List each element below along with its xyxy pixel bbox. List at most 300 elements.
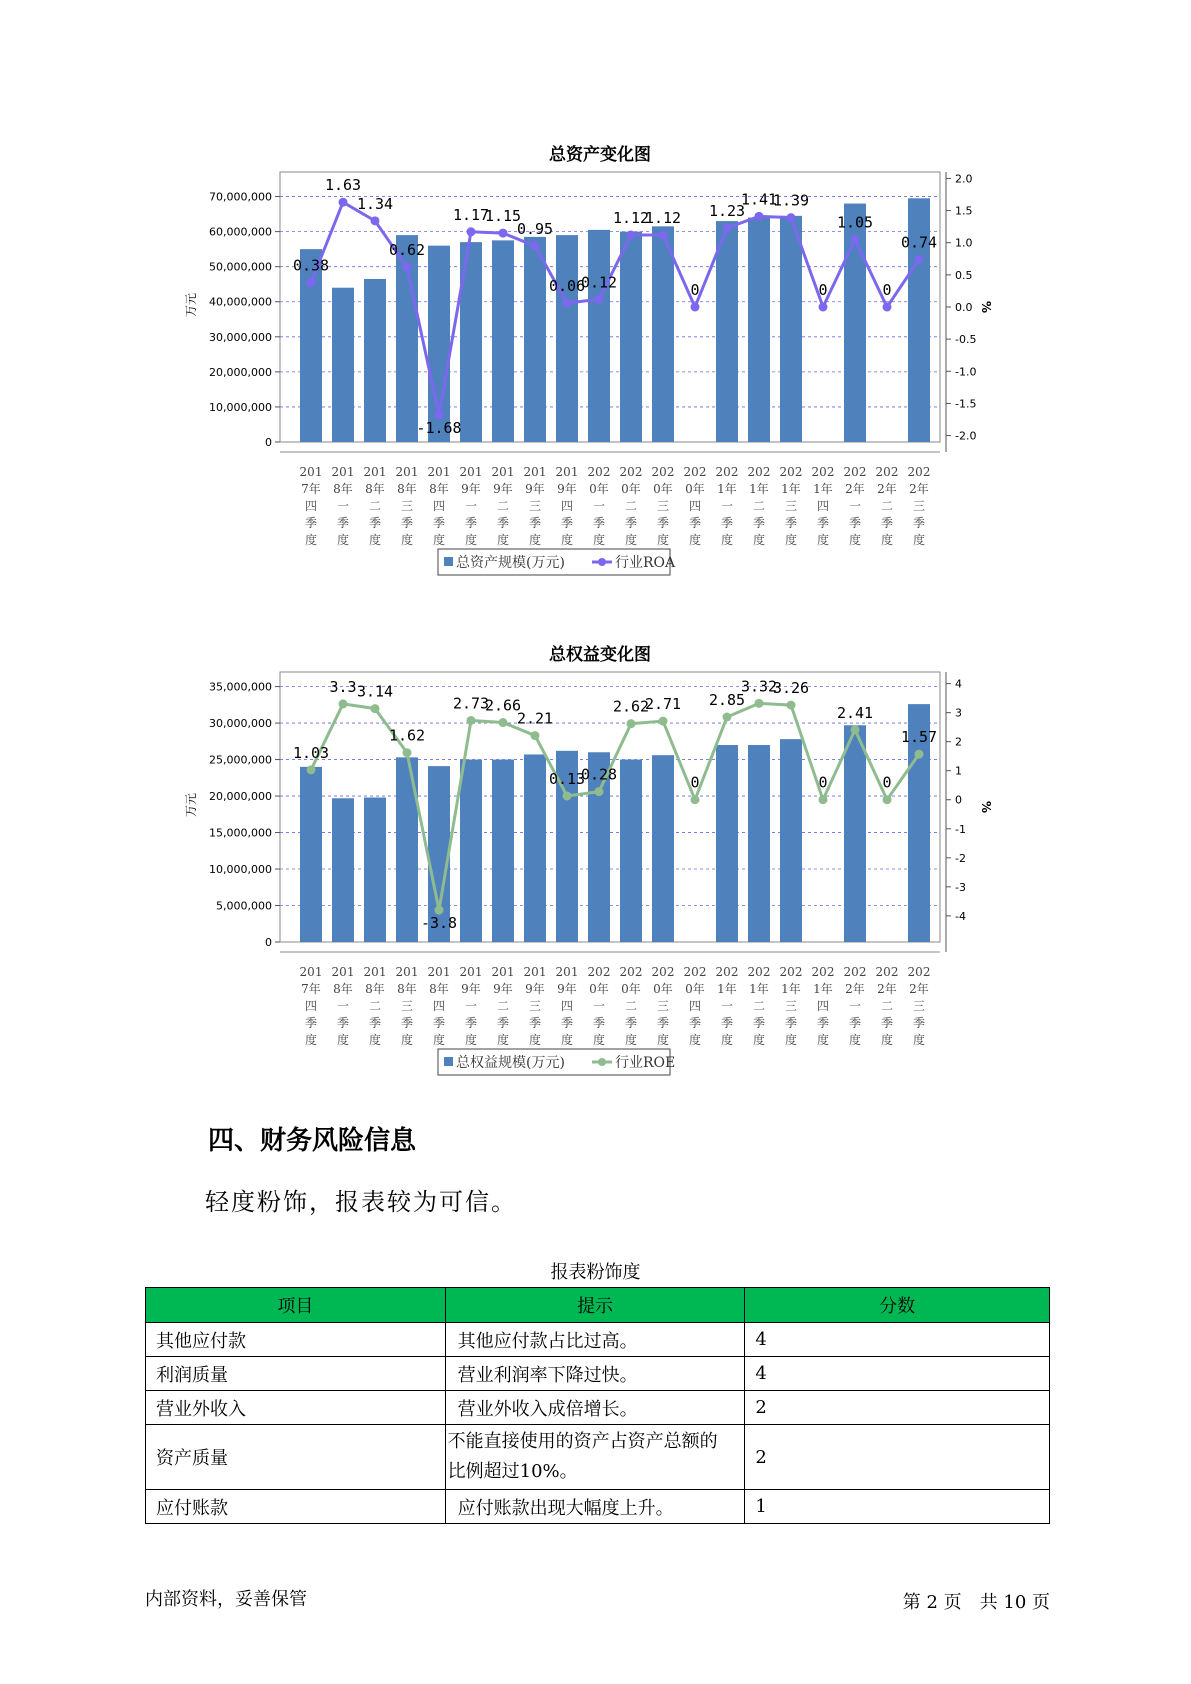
y-axis-label: 万元 — [184, 792, 198, 817]
table-row — [146, 1323, 1050, 1357]
x-tick-label-line: 202 — [875, 465, 899, 479]
x-tick-label-line: 201 — [395, 465, 419, 479]
line-point — [691, 795, 700, 804]
y2-axis-label: % — [979, 301, 993, 314]
x-tick-label-line: 季 — [752, 1016, 766, 1030]
x-tick-label-line: 8年 — [397, 482, 417, 496]
line-point — [755, 212, 764, 221]
table-header-row — [146, 1288, 1050, 1323]
x-tick-label-line: 季 — [848, 1016, 862, 1030]
data-label: 2.73 — [452, 694, 490, 713]
x-tick-label-line: 季 — [304, 1016, 318, 1030]
x-tick-label — [556, 465, 579, 547]
x-tick-label-line: 三 — [656, 499, 670, 513]
data-label: 0.06 — [548, 277, 586, 296]
x-tick-label — [524, 965, 547, 1047]
bar — [652, 226, 674, 442]
x-tick-label-line: 1年 — [717, 482, 737, 496]
x-tick-label-line: 2年 — [877, 982, 897, 996]
x-tick-label-line: 季 — [432, 516, 446, 530]
x-tick-label-line: 1年 — [749, 482, 769, 496]
x-tick-label-line: 一 — [720, 999, 734, 1013]
risk-table — [145, 1287, 1050, 1524]
x-tick-label-line: 0年 — [653, 982, 673, 996]
x-tick-label-line: 202 — [651, 965, 675, 979]
x-tick-label-line: 2年 — [845, 482, 865, 496]
x-tick-label-line: 201 — [523, 965, 547, 979]
x-tick-label-line: 201 — [299, 465, 323, 479]
line-point — [339, 699, 348, 708]
x-tick-label-line: 度 — [752, 533, 766, 547]
x-tick-label-line: 9年 — [461, 482, 481, 496]
x-tick-label — [908, 965, 931, 1047]
bar — [652, 755, 674, 942]
x-tick-label-line: 8年 — [429, 482, 449, 496]
x-tick-label-line: 二 — [880, 999, 894, 1013]
x-tick-label — [428, 965, 451, 1047]
chart-title: 总权益变化图 — [549, 645, 651, 665]
x-tick-label-line: 度 — [368, 1033, 382, 1047]
y-tick-label: 10,000,000 — [209, 400, 272, 414]
x-tick-label — [460, 465, 483, 547]
x-tick-label-line: 9年 — [525, 982, 545, 996]
footer-page-number: 第 2 页 共 10 页 — [902, 1592, 1050, 1613]
x-tick-label-line: 度 — [848, 1033, 862, 1047]
line-point — [659, 231, 668, 240]
x-tick-label-line: 1年 — [781, 482, 801, 496]
x-tick-label — [428, 465, 451, 547]
x-tick-label-line: 1年 — [813, 982, 833, 996]
x-tick-label-line: 三 — [528, 999, 542, 1013]
x-tick-label-line: 201 — [427, 965, 451, 979]
line-point — [819, 303, 828, 312]
y-tick-label: 0 — [265, 936, 272, 949]
x-tick-label-line: 8年 — [397, 982, 417, 996]
data-label: 3.3 — [329, 677, 357, 696]
y-tick-label: 0 — [265, 436, 272, 449]
x-tick-label-line: 度 — [304, 533, 318, 547]
chart-title: 总资产变化图 — [549, 145, 651, 165]
x-tick-label-line: 0年 — [685, 982, 705, 996]
y2-tick-label: -4 — [955, 909, 966, 923]
x-tick-label — [908, 465, 931, 547]
x-tick-label — [588, 465, 611, 547]
x-tick-label-line: 度 — [464, 533, 478, 547]
data-label: 1.23 — [708, 201, 746, 220]
bar — [620, 232, 642, 442]
data-label: 0 — [818, 773, 828, 792]
x-tick-label-line: 202 — [715, 965, 739, 979]
row-hint: 营业利润率下降过快。 — [445, 1357, 745, 1391]
x-tick-label-line: 季 — [720, 1016, 734, 1030]
x-tick-label-line: 度 — [304, 1033, 318, 1047]
y2-tick-label: 0.5 — [955, 268, 973, 282]
x-tick-label-line: 202 — [779, 965, 803, 979]
line-point — [403, 263, 412, 272]
y-axis-label: 万元 — [184, 292, 198, 317]
x-tick-label-line: 三 — [784, 999, 798, 1013]
x-tick-label-line: 度 — [560, 533, 574, 547]
x-tick-label-line: 季 — [656, 1016, 670, 1030]
bar — [716, 221, 738, 442]
line-point — [851, 725, 860, 734]
x-tick-label-line: 季 — [464, 516, 478, 530]
x-tick-label-line: 0年 — [621, 982, 641, 996]
bar — [556, 235, 578, 442]
y-tick-label: 30,000,000 — [209, 330, 272, 344]
x-tick-label-line: 三 — [912, 999, 926, 1013]
x-tick-label-line: 一 — [336, 999, 350, 1013]
data-label: 0 — [690, 773, 700, 792]
legend — [438, 1049, 675, 1075]
x-tick-label-line: 201 — [491, 965, 515, 979]
line-point — [883, 795, 892, 804]
x-tick-label-line: 度 — [720, 1033, 734, 1047]
line-point — [371, 216, 380, 225]
row-hint: 不能直接使用的资产占资产总额的比例超过10%。 — [445, 1425, 745, 1490]
data-label: 1.17 — [452, 205, 490, 224]
data-label: 1.34 — [356, 194, 394, 213]
row-item: 应付账款 — [146, 1490, 446, 1524]
x-tick-label-line: 202 — [811, 465, 835, 479]
legend-swatch-point — [598, 1058, 606, 1066]
x-tick-label-line: 季 — [432, 1016, 446, 1030]
x-tick-label-line: 一 — [848, 499, 862, 513]
line-point — [307, 278, 316, 287]
data-label: 2.21 — [516, 709, 554, 728]
x-tick-label-line: 四 — [560, 499, 574, 513]
legend-label: 行业ROA — [615, 555, 676, 571]
x-tick-label-line: 2年 — [845, 982, 865, 996]
x-tick-label-line: 9年 — [557, 482, 577, 496]
bar — [780, 739, 802, 942]
legend-label: 总权益规模(万元) — [456, 1055, 565, 1071]
x-tick-label-line: 季 — [560, 516, 574, 530]
x-tick-label-line: 7年 — [301, 982, 321, 996]
x-tick-label-line: 季 — [496, 1016, 510, 1030]
x-tick-label-line: 202 — [587, 965, 611, 979]
x-tick-label-line: 9年 — [525, 482, 545, 496]
line-point — [755, 699, 764, 708]
x-tick-label — [876, 465, 899, 547]
x-tick-label-line: 季 — [912, 1016, 926, 1030]
x-tick-label-line: 度 — [816, 533, 830, 547]
x-tick-label-line: 0年 — [621, 482, 641, 496]
line-point — [467, 716, 476, 725]
table-row — [146, 1391, 1050, 1425]
x-tick-label-line: 7年 — [301, 482, 321, 496]
y2-tick-label: 2.0 — [955, 172, 973, 186]
y-tick-label: 5,000,000 — [216, 899, 272, 913]
x-tick-label-line: 一 — [592, 499, 606, 513]
x-tick-label-line: 度 — [816, 1033, 830, 1047]
x-tick-label-line: 一 — [464, 999, 478, 1013]
data-label: 1.57 — [900, 728, 938, 747]
x-tick-label-line: 季 — [816, 1016, 830, 1030]
legend-label: 行业ROE — [615, 1055, 676, 1071]
data-label: 1.62 — [388, 726, 426, 745]
line-point — [627, 231, 636, 240]
x-tick-label-line: 0年 — [589, 982, 609, 996]
x-tick-label-line: 202 — [747, 465, 771, 479]
data-label: 0.28 — [580, 765, 618, 784]
bar — [524, 237, 546, 442]
x-tick-label-line: 季 — [368, 516, 382, 530]
y2-axis-label: % — [979, 801, 993, 814]
y-tick-label: 30,000,000 — [209, 717, 272, 731]
header-hint: 提示 — [445, 1288, 745, 1323]
x-tick-label-line: 1年 — [717, 982, 737, 996]
total-assets-chart-svg — [150, 170, 1050, 625]
header-score: 分数 — [745, 1288, 1050, 1323]
x-tick-label-line: 度 — [432, 533, 446, 547]
x-tick-label-line: 二 — [368, 499, 382, 513]
x-tick-label-line: 度 — [336, 1033, 350, 1047]
bar — [300, 249, 322, 442]
x-tick-label-line: 度 — [688, 1033, 702, 1047]
data-label: -3.8 — [420, 914, 458, 933]
x-tick-label-line: 四 — [304, 999, 318, 1013]
x-tick-label — [748, 465, 771, 547]
line-point — [531, 241, 540, 250]
y2-tick-label: 1.0 — [955, 236, 973, 250]
x-tick-label-line: 二 — [496, 499, 510, 513]
x-tick-label-line: 度 — [528, 533, 542, 547]
x-tick-label — [716, 965, 739, 1047]
x-tick-label-line: 季 — [880, 516, 894, 530]
x-tick-label-line: 度 — [688, 533, 702, 547]
x-tick-label-line: 202 — [587, 465, 611, 479]
line-point — [499, 718, 508, 727]
x-tick-label — [780, 465, 803, 547]
y-tick-label: 15,000,000 — [209, 826, 272, 840]
x-tick-label-line: 202 — [683, 465, 707, 479]
x-tick-label-line: 度 — [848, 533, 862, 547]
x-tick-label-line: 季 — [560, 1016, 574, 1030]
y2-tick-label: 0.0 — [955, 301, 973, 314]
y2-tick-label: -0.5 — [955, 333, 977, 347]
x-tick-label-line: 季 — [592, 1016, 606, 1030]
x-tick-label-line: 度 — [656, 1033, 670, 1047]
x-tick-label-line: 202 — [811, 965, 835, 979]
x-tick-label-line: 8年 — [365, 482, 385, 496]
x-tick-label-line: 二 — [496, 999, 510, 1013]
x-tick-label — [364, 465, 387, 547]
x-tick-label — [684, 465, 707, 547]
bar — [780, 216, 802, 442]
data-label: 2.41 — [836, 703, 874, 722]
x-tick-label-line: 季 — [336, 516, 350, 530]
y2-tick-label: 1.5 — [955, 204, 973, 218]
x-tick-label-line: 0年 — [589, 482, 609, 496]
line-point — [659, 717, 668, 726]
data-label: 0.38 — [292, 256, 330, 275]
data-label: 0 — [882, 281, 892, 299]
x-tick-label — [460, 965, 483, 1047]
x-tick-label-line: 2年 — [877, 482, 897, 496]
x-tick-label-line: 三 — [912, 499, 926, 513]
y-tick-label: 70,000,000 — [209, 190, 272, 204]
x-tick-label — [844, 465, 867, 547]
y2-tick-label: 3 — [955, 706, 962, 720]
x-tick-label-line: 四 — [304, 499, 318, 513]
data-label: 1.12 — [612, 209, 650, 227]
x-tick-label — [556, 965, 579, 1047]
x-tick-label-line: 季 — [304, 516, 318, 530]
risk-summary: 轻度粉饰，报表较为可信。 — [205, 1188, 517, 1216]
x-tick-label-line: 季 — [656, 516, 670, 530]
x-tick-label-line: 201 — [331, 965, 355, 979]
x-tick-label-line: 四 — [816, 499, 830, 513]
bar — [300, 767, 322, 942]
y2-tick-label: 4 — [955, 677, 962, 691]
x-tick-label-line: 9年 — [557, 982, 577, 996]
x-tick-label-line: 三 — [400, 999, 414, 1013]
x-tick-label-line: 度 — [624, 1033, 638, 1047]
x-tick-label-line: 201 — [459, 965, 483, 979]
x-tick-label-line: 度 — [880, 533, 894, 547]
x-tick-label-line: 度 — [592, 533, 606, 547]
y2-tick-label: 1 — [955, 764, 962, 778]
x-tick-label-line: 201 — [555, 965, 579, 979]
x-tick-label-line: 202 — [907, 465, 931, 479]
data-label: 1.63 — [324, 176, 362, 195]
y2-tick-label: -3 — [955, 880, 966, 894]
x-tick-label-line: 二 — [624, 999, 638, 1013]
row-score: 2 — [745, 1391, 1050, 1425]
legend-swatch-point — [598, 558, 606, 566]
x-tick-label-line: 8年 — [333, 482, 353, 496]
y2-tick-label: -1.5 — [955, 397, 977, 411]
x-tick-label-line: 季 — [368, 1016, 382, 1030]
y-tick-label: 20,000,000 — [209, 365, 272, 379]
x-tick-label — [300, 965, 323, 1047]
x-tick-label-line: 四 — [432, 499, 446, 513]
legend — [438, 549, 676, 575]
data-label: 0.74 — [900, 233, 938, 252]
x-tick-label-line: 8年 — [365, 982, 385, 996]
row-score: 4 — [745, 1323, 1050, 1357]
x-tick-label — [588, 965, 611, 1047]
x-tick-label-line: 三 — [528, 499, 542, 513]
x-tick-label-line: 201 — [331, 465, 355, 479]
row-item: 资产质量 — [146, 1425, 446, 1490]
x-tick-label-line: 度 — [912, 1033, 926, 1047]
x-tick-label-line: 季 — [624, 1016, 638, 1030]
x-tick-label-line: 度 — [720, 533, 734, 547]
row-item: 营业外收入 — [146, 1391, 446, 1425]
y-tick-label: 60,000,000 — [209, 225, 272, 239]
x-tick-label — [684, 965, 707, 1047]
y2-tick-label: -1.0 — [955, 365, 977, 379]
row-score: 4 — [745, 1357, 1050, 1391]
bar — [588, 230, 610, 442]
data-label: 1.41 — [740, 190, 778, 209]
x-tick-label-line: 二 — [752, 999, 766, 1013]
data-label: 3.14 — [356, 682, 394, 701]
row-hint: 营业外收入成倍增长。 — [445, 1391, 745, 1425]
x-tick-label — [812, 965, 835, 1047]
x-tick-label-line: 二 — [880, 499, 894, 513]
x-tick-label-line: 202 — [843, 965, 867, 979]
x-tick-label-line: 8年 — [333, 982, 353, 996]
x-tick-label-line: 202 — [619, 965, 643, 979]
data-label: 3.26 — [772, 679, 810, 698]
x-tick-label — [396, 465, 419, 547]
y2-tick-label: -1 — [955, 822, 966, 836]
x-tick-label — [652, 965, 675, 1047]
x-tick-label-line: 一 — [848, 999, 862, 1013]
data-label: 0 — [690, 281, 700, 299]
bar — [364, 279, 386, 442]
x-tick-label — [396, 965, 419, 1047]
x-tick-label-line: 季 — [464, 1016, 478, 1030]
data-label: 0 — [882, 773, 892, 792]
data-label: 0.12 — [580, 273, 618, 292]
x-tick-label-line: 度 — [656, 533, 670, 547]
x-tick-label-line: 度 — [496, 533, 510, 547]
bar — [332, 798, 354, 942]
x-tick-label-line: 202 — [651, 465, 675, 479]
x-tick-label-line: 度 — [784, 1033, 798, 1047]
data-label: 0.62 — [388, 241, 426, 260]
line-point — [595, 787, 604, 796]
data-label: 3.32 — [740, 677, 778, 696]
x-tick-label-line: 度 — [528, 1033, 542, 1047]
x-tick-label-line: 季 — [752, 516, 766, 530]
x-tick-label — [620, 965, 643, 1047]
y2-tick-label: 2 — [955, 735, 962, 749]
x-tick-label-line: 一 — [720, 499, 734, 513]
y2-tick-label: -2 — [955, 851, 966, 865]
data-label: 2.85 — [708, 691, 746, 709]
line-point — [851, 235, 860, 244]
x-tick-label-line: 度 — [400, 1033, 414, 1047]
x-tick-label — [364, 965, 387, 1047]
x-tick-label-line: 9年 — [493, 982, 513, 996]
x-tick-label-line: 一 — [464, 499, 478, 513]
x-tick-label-line: 8年 — [429, 982, 449, 996]
x-tick-label-line: 202 — [683, 965, 707, 979]
line-point — [563, 791, 572, 800]
x-tick-label-line: 季 — [624, 516, 638, 530]
x-tick-label-line: 一 — [336, 499, 350, 513]
x-tick-label-line: 1年 — [781, 982, 801, 996]
x-tick-label — [844, 965, 867, 1047]
x-tick-label-line: 度 — [560, 1033, 574, 1047]
total-equity-chart-svg — [150, 670, 1050, 1125]
x-tick-label-line: 2年 — [909, 982, 929, 996]
x-tick-label-line: 度 — [624, 533, 638, 547]
bar — [748, 745, 770, 942]
line-point — [531, 731, 540, 740]
x-tick-label-line: 季 — [688, 516, 702, 530]
y-tick-label: 20,000,000 — [209, 790, 272, 804]
data-label: 0.95 — [516, 219, 554, 238]
bar — [460, 760, 482, 942]
x-tick-label-line: 202 — [907, 965, 931, 979]
line-point — [883, 303, 892, 312]
x-tick-label-line: 一 — [592, 999, 606, 1013]
data-label: -1.68 — [416, 419, 462, 437]
x-tick-label-line: 202 — [843, 465, 867, 479]
line-point — [723, 713, 732, 722]
legend-swatch-bar — [444, 557, 453, 566]
x-tick-label — [748, 965, 771, 1047]
x-tick-label-line: 度 — [368, 533, 382, 547]
line-point — [787, 213, 796, 222]
x-tick-label — [300, 465, 323, 547]
